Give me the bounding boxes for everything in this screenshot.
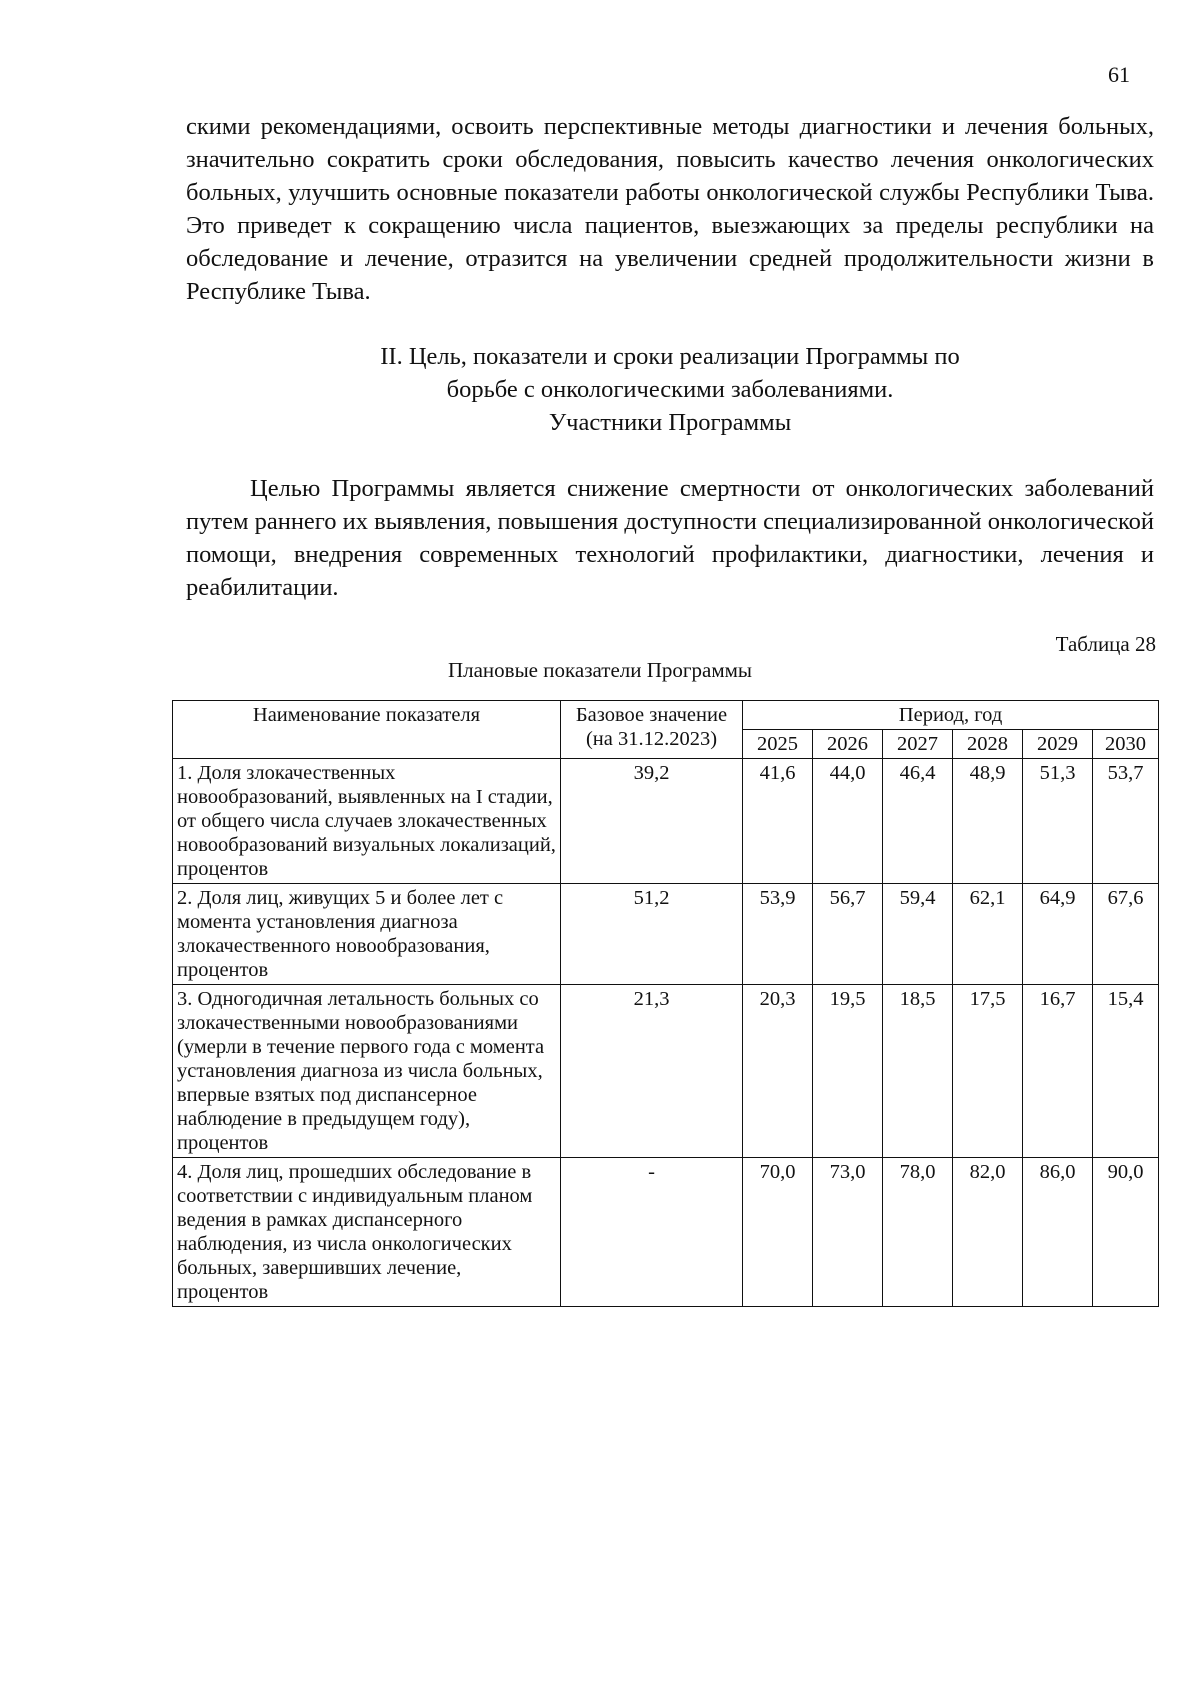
page-number: 61 — [1108, 62, 1130, 87]
year-value: 86,0 — [1023, 1158, 1093, 1307]
base-value: 39,2 — [561, 759, 743, 884]
year-value: 51,3 — [1023, 759, 1093, 884]
year-value: 46,4 — [883, 759, 953, 884]
year-value: 19,5 — [813, 985, 883, 1158]
year-value: 16,7 — [1023, 985, 1093, 1158]
header-base-value: Базовое значение (на 31.12.2023) — [561, 701, 743, 759]
section-heading-line: II. Цель, показатели и сроки реализации Программы по — [380, 343, 960, 370]
year-value: 56,7 — [813, 884, 883, 985]
year-value: 17,5 — [953, 985, 1023, 1158]
table-row — [173, 759, 1159, 884]
header-year: 2025 — [743, 730, 813, 759]
header-period: Период, год — [743, 701, 1159, 730]
section-heading — [186, 340, 1154, 439]
base-value: 51,2 — [561, 884, 743, 985]
year-value: 82,0 — [953, 1158, 1023, 1307]
year-value: 53,7 — [1093, 759, 1159, 884]
year-value: 78,0 — [883, 1158, 953, 1307]
year-value: 18,5 — [883, 985, 953, 1158]
year-value: 67,6 — [1093, 884, 1159, 985]
table-row — [173, 884, 1159, 985]
year-value: 62,1 — [953, 884, 1023, 985]
header-year: 2029 — [1023, 730, 1093, 759]
header-year: 2030 — [1093, 730, 1159, 759]
year-value: 90,0 — [1093, 1158, 1159, 1307]
year-value: 44,0 — [813, 759, 883, 884]
base-value: - — [561, 1158, 743, 1307]
indicator-name: 1. Доля злокачественных новообразований, выявленных на I стадии, от общего числа случаев злокачественных новообразований визуальных локализаций, процентов — [173, 759, 561, 884]
year-value: 20,3 — [743, 985, 813, 1158]
header-indicator-name: Наименование показателя — [173, 701, 561, 759]
year-value: 53,9 — [743, 884, 813, 985]
year-value: 70,0 — [743, 1158, 813, 1307]
year-value: 64,9 — [1023, 884, 1093, 985]
indicators-table — [172, 700, 1159, 1307]
goal-paragraph: Целью Программы является снижение смертности от онкологических заболеваний путем раннего их выявления, повышения доступности специализированной онкологической помощи, внедрения современных технологий профилактики, диагностики, лечения и реабилитации. — [186, 475, 1154, 601]
section-heading-line: борьбе с онкологическими заболеваниями. — [446, 376, 894, 403]
year-value: 15,4 — [1093, 985, 1159, 1158]
table-row — [173, 1158, 1159, 1307]
section-heading-line: Участники Программы — [548, 409, 792, 436]
table-row — [173, 985, 1159, 1158]
intro-paragraph: скими рекомендациями, освоить перспективные методы диагностики и лечения больных, значительно сократить сроки обследования, повысить качество лечения онкологических больных, улучшить основные показатели работы онкологической службы Республики Тыва. Это приведет к сокращению числа пациентов, выезжающих за пределы республики на обследование и лечение, отразится на увеличении средней продолжительности жизни в Республике Тыва. — [186, 113, 1154, 305]
table-label: Таблица 28 — [1055, 632, 1156, 656]
base-value: 21,3 — [561, 985, 743, 1158]
year-value: 48,9 — [953, 759, 1023, 884]
year-value: 73,0 — [813, 1158, 883, 1307]
header-year: 2027 — [883, 730, 953, 759]
year-value: 59,4 — [883, 884, 953, 985]
header-year: 2026 — [813, 730, 883, 759]
table-title: Плановые показатели Программы — [447, 658, 753, 682]
header-year: 2028 — [953, 730, 1023, 759]
indicator-name: 2. Доля лиц, живущих 5 и более лет с момента установления диагноза злокачественного новообразования, процентов — [173, 884, 561, 985]
indicator-name: 4. Доля лиц, прошедших обследование в соответствии с индивидуальным планом ведения в рамках диспансерного наблюдения, из числа онкологических больных, завершивших лечение, процентов — [173, 1158, 561, 1307]
year-value: 41,6 — [743, 759, 813, 884]
indicator-name: 3. Одногодичная летальность больных со злокачественными новообразованиями (умерли в течение первого года с момента установления диагноза из числа больных, впервые взятых под диспансерное наблюдение в предыдущем году), процентов — [173, 985, 561, 1158]
